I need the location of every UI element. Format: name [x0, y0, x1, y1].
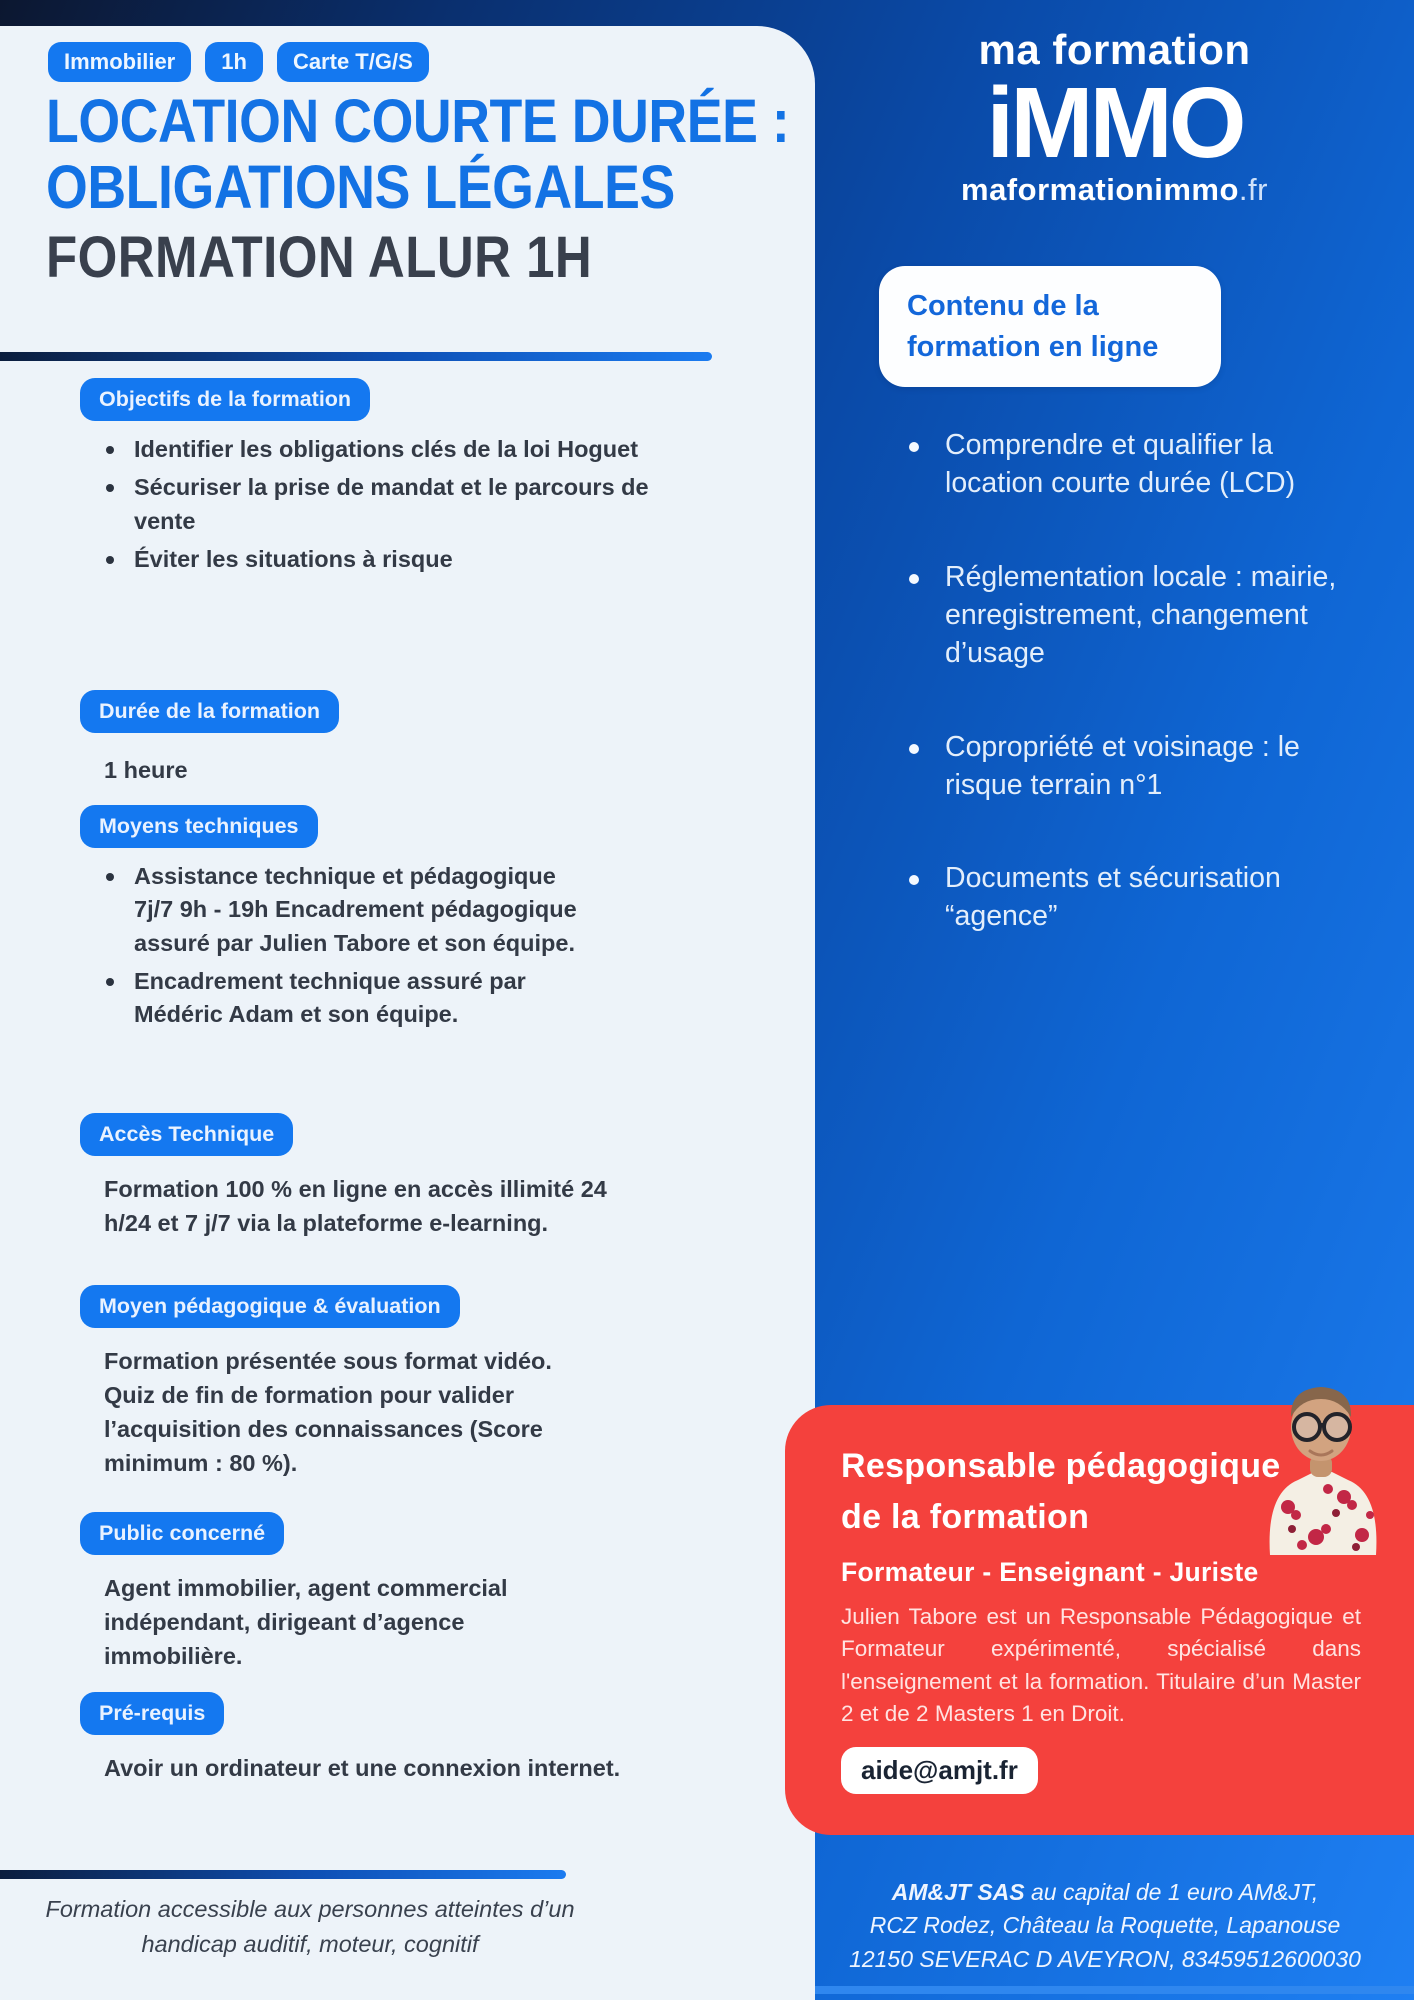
moyens-techniques-list — [0, 860, 815, 1032]
right-panel — [815, 0, 1414, 992]
accessibility-note: Formation accessible aux personnes atteintes d’un handicap auditif, moteur, cognitif — [45, 1896, 575, 1958]
acces-technique-text: Formation 100 % en ligne en accès illimité 24 h/24 et 7 j/7 via la plateforme e-learning. — [104, 1176, 607, 1237]
title-divider — [0, 352, 712, 361]
content-heading-bubble: Contenu de la formation en ligne — [879, 266, 1221, 387]
section-badge-moyen-pedagogique: Moyen pédagogique & évaluation — [80, 1285, 460, 1328]
instructor-photo — [1240, 1377, 1398, 1555]
list-item: Comprendre et qualifier la location courte durée (LCD) — [903, 427, 1375, 503]
badge-duration: 1h — [205, 42, 263, 82]
section-duree — [0, 690, 815, 787]
company-name: AM&JT SAS — [891, 1879, 1025, 1905]
instructor-bio: Julien Tabore est un Responsable Pédagogique et Formateur expérimenté, spécialisé dans l'enseignement et la formation. Titulaire d’un Master 2 et de 2 Masters 1 en Droit. — [841, 1604, 1361, 1727]
list-item: Identifier les obligations clés de la loi Hoguet — [98, 433, 694, 466]
title-line-2: OBLIGATIONS LÉGALES — [46, 153, 675, 221]
instructor-heading-line1: Responsable pédagogique — [841, 1447, 1281, 1485]
section-badge-acces-technique: Accès Technique — [80, 1113, 293, 1156]
logo-domain — [815, 172, 1414, 208]
brand-logo — [815, 26, 1414, 208]
logo-domain-tld: .fr — [1238, 172, 1268, 207]
company-footer-line1 — [815, 1876, 1395, 1909]
section-public-concerne — [0, 1512, 815, 1673]
section-objectifs — [0, 378, 815, 581]
meta-badges — [48, 42, 429, 82]
company-footer — [815, 1876, 1395, 1976]
section-badge-duree: Durée de la formation — [80, 690, 339, 733]
section-badge-moyens-techniques: Moyens techniques — [80, 805, 318, 848]
instructor-heading-line2: de la formation — [841, 1498, 1090, 1536]
duree-value: 1 heure — [104, 757, 188, 783]
section-badge-public-concerne: Public concerné — [80, 1512, 284, 1555]
left-panel — [0, 26, 815, 2000]
public-concerne-text: Agent immobilier, agent commercial indépendant, dirigeant d’agence immobilière. — [104, 1575, 508, 1670]
company-footer-line3: 12150 SEVERAC D AVEYRON, 83459512600030 — [849, 1945, 1361, 1972]
list-item: Encadrement technique assuré par Médéric Adam et son équipe. — [98, 965, 586, 1032]
badge-card-type: Carte T/G/S — [277, 42, 429, 82]
logo-domain-name: maformationimmo — [961, 172, 1239, 207]
list-item: Réglementation locale : mairie, enregistrement, changement d’usage — [903, 559, 1375, 673]
moyen-pedagogique-text: Formation présentée sous format vidéo. Quiz de fin de formation pour valider l’acquisition des connaissances (Score minimum : 80 %). — [104, 1348, 552, 1477]
company-capital: au capital de 1 euro AM&JT, — [1024, 1879, 1319, 1905]
section-moyens-techniques — [0, 805, 815, 1037]
instructor-roles: Formateur - Enseignant - Juriste — [841, 1557, 1259, 1587]
section-badge-pre-requis: Pré-requis — [80, 1692, 224, 1735]
objectifs-list — [0, 433, 815, 576]
title-subtitle: FORMATION ALUR 1H — [46, 225, 593, 290]
section-moyen-pedagogique — [0, 1285, 815, 1480]
content-list — [815, 427, 1414, 936]
list-item: Sécuriser la prise de mandat et le parcours de vente — [98, 471, 694, 538]
instructor-card — [785, 1405, 1414, 1835]
page-title — [46, 88, 803, 290]
list-item: Assistance technique et pédagogique 7j/7 9h - 19h Encadrement pédagogique assuré par Julien Tabore et son équipe. — [98, 860, 586, 960]
instructor-heading — [841, 1441, 1281, 1543]
bottom-accent-strip — [800, 1986, 1414, 1994]
footer-divider — [0, 1870, 566, 1879]
logo-wordmark: iMMO — [986, 67, 1243, 179]
section-badge-objectifs: Objectifs de la formation — [80, 378, 370, 421]
section-pre-requis — [0, 1692, 815, 1785]
list-item: Éviter les situations à risque — [98, 543, 694, 576]
list-item: Documents et sécurisation “agence” — [903, 860, 1375, 936]
section-acces-technique — [0, 1113, 815, 1240]
pre-requis-text: Avoir un ordinateur et une connexion internet. — [104, 1755, 621, 1781]
logo-text-top: ma formation — [978, 26, 1251, 73]
list-item: Copropriété et voisinage : le risque terrain n°1 — [903, 729, 1375, 805]
company-footer-line2: RCZ Rodez, Château la Roquette, Lapanouse — [869, 1912, 1341, 1939]
badge-category: Immobilier — [48, 42, 191, 82]
title-line-1: LOCATION COURTE DURÉE : — [46, 87, 790, 155]
contact-email-pill[interactable]: aide@amjt.fr — [841, 1747, 1038, 1794]
